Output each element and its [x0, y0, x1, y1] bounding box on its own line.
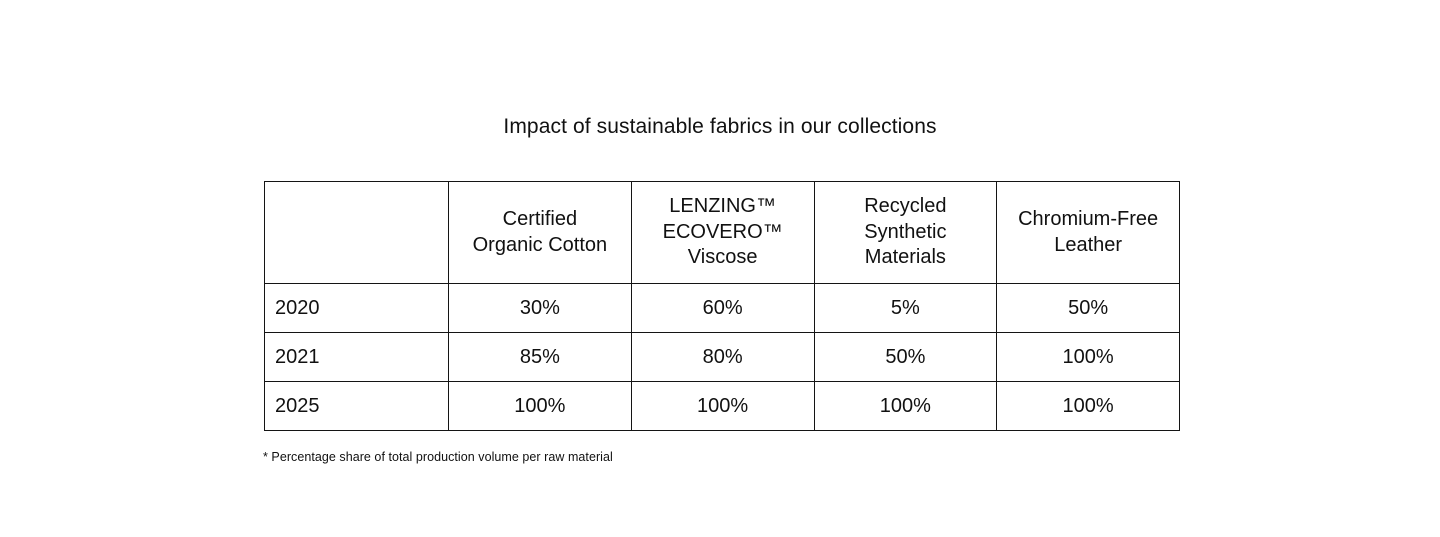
data-table — [264, 181, 1180, 431]
column-header-line: Recycled — [864, 195, 947, 218]
column-header-line: Organic Cotton — [472, 233, 608, 256]
table-cell: 50% — [814, 333, 997, 382]
row-label: 2025 — [265, 382, 449, 431]
table-corner-cell — [265, 182, 449, 284]
table-header-row — [265, 182, 1180, 284]
table-row — [265, 333, 1180, 382]
table-cell: 100% — [997, 333, 1180, 382]
table-cell: 30% — [449, 284, 632, 333]
column-header-recycled-synthetic-materials — [814, 182, 997, 284]
chart-title: Impact of sustainable fabrics in our collections — [503, 115, 937, 138]
column-header-lenzing-ecovero-viscose — [631, 182, 814, 284]
table-container — [264, 181, 1179, 431]
table-cell: 85% — [449, 333, 632, 382]
table-cell: 100% — [814, 382, 997, 431]
table-cell: 100% — [631, 382, 814, 431]
column-header-line: LENZING™ — [669, 195, 776, 218]
column-header-line: Viscose — [687, 246, 758, 269]
column-header-chromium-free-leather — [997, 182, 1180, 284]
column-header-line: Chromium-Free — [1018, 208, 1159, 230]
column-header-line: Leather — [1054, 233, 1123, 256]
column-header-line: ECOVERO™ — [662, 220, 783, 243]
column-header-line: Certified — [502, 208, 578, 230]
table-cell: 50% — [997, 284, 1180, 333]
row-label: 2021 — [265, 333, 449, 382]
table-cell: 100% — [449, 382, 632, 431]
column-header-organic-cotton — [449, 182, 632, 284]
table-cell: 5% — [814, 284, 997, 333]
column-header-line: Synthetic — [864, 220, 947, 243]
table-cell: 60% — [631, 284, 814, 333]
table-cell: 100% — [997, 382, 1180, 431]
table-footnote: * Percentage share of total production volume per raw material — [263, 450, 613, 464]
table-cell: 80% — [631, 333, 814, 382]
column-header-line: Materials — [864, 246, 946, 269]
table-row — [265, 284, 1180, 333]
table-row — [265, 382, 1180, 431]
row-label: 2020 — [265, 284, 449, 333]
